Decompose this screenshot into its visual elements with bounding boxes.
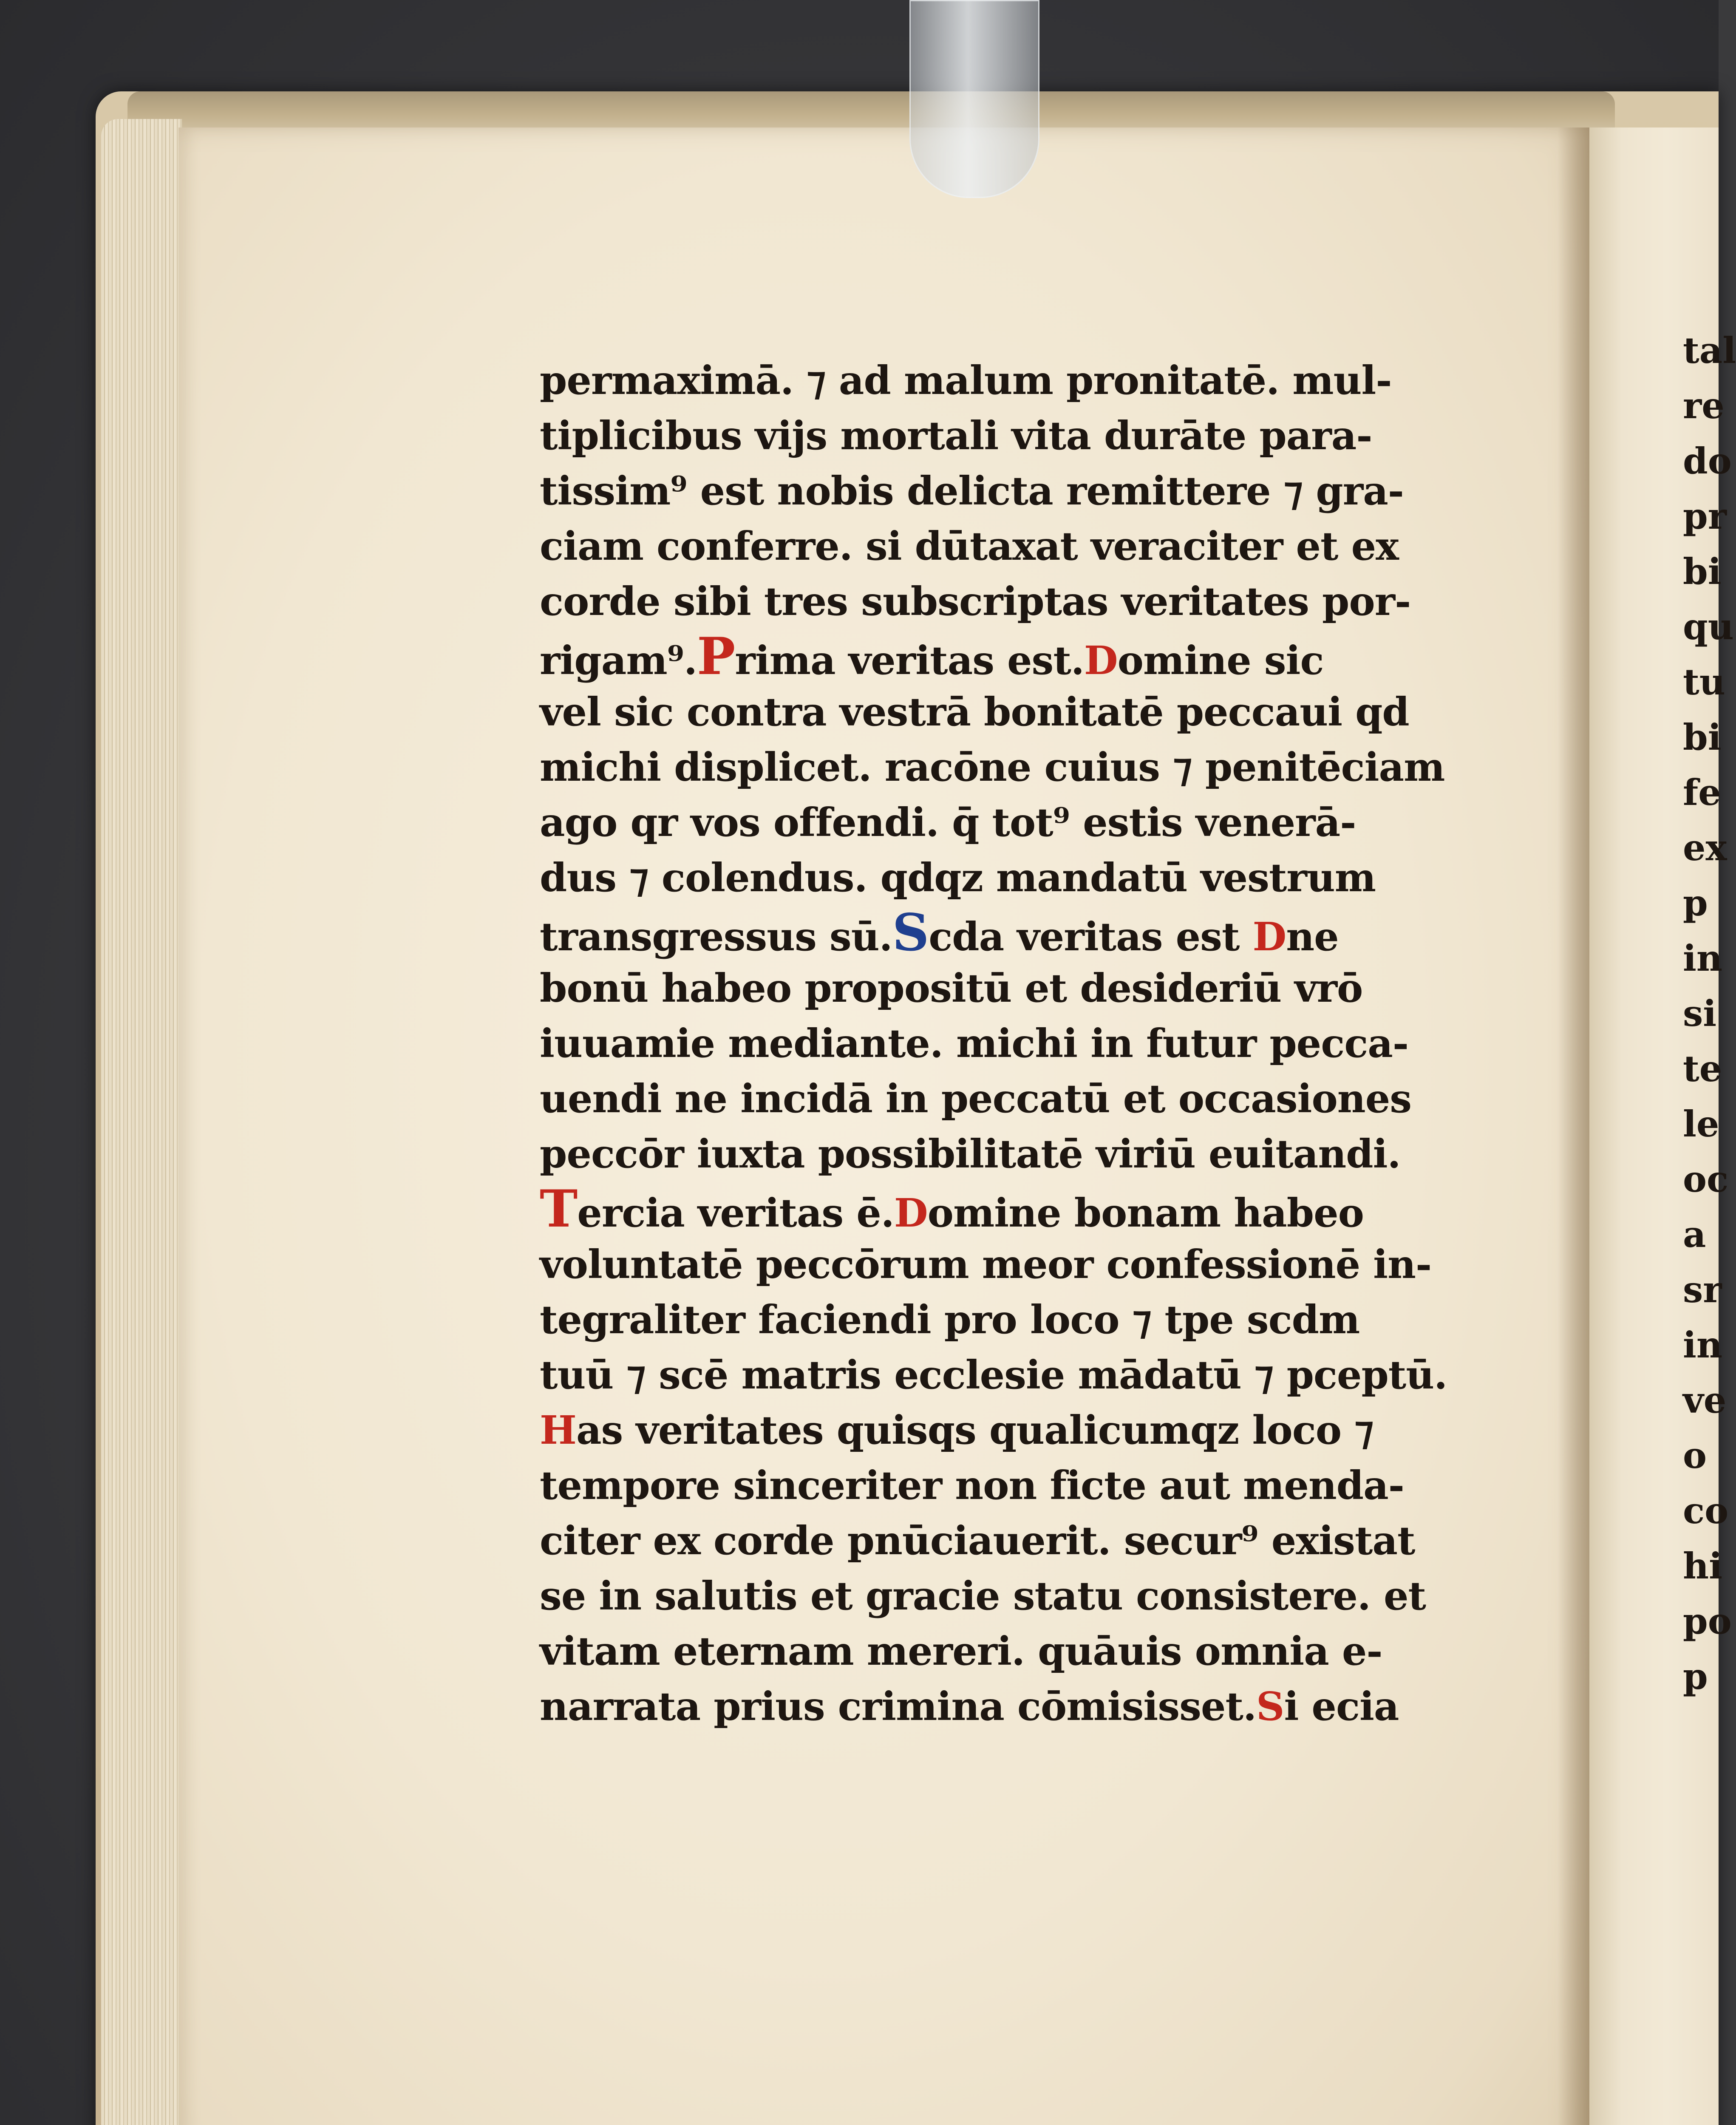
text-line: voluntatē peccōrum meor confessionē in- <box>540 1241 1432 1287</box>
recto-fragment: pr <box>1683 495 1727 537</box>
text-line: tempore sinceriter non ficte aut menda- <box>540 1462 1404 1508</box>
text-segment: i ecia <box>1284 1683 1399 1729</box>
text-line: dus ⁊ colendus. qdqz mandatū vestrum <box>540 855 1376 901</box>
recto-fragment: co <box>1683 1490 1729 1532</box>
recto-fragment: tu <box>1683 661 1725 703</box>
page-edges <box>101 119 182 2125</box>
text-segment: rima veritas est. <box>735 638 1084 683</box>
recto-fragment: si <box>1683 992 1717 1034</box>
text-line-last <box>540 1679 1424 1734</box>
recto-fragment: in <box>1683 937 1722 979</box>
rubric-initial-p: P <box>697 626 735 686</box>
recto-fragment: o <box>1683 1434 1707 1476</box>
rubric-letter: S <box>1256 1683 1284 1729</box>
text-block <box>540 353 1447 1734</box>
recto-fragment: a <box>1683 1213 1706 1255</box>
recto-fragment: p <box>1683 1655 1708 1697</box>
text-line: se in salutis et gracie statu consistere. et <box>540 1573 1426 1619</box>
text-line: ago qr vos offendi. q̄ tot⁹ estis venerā- <box>540 799 1356 845</box>
recto-fragment: oc <box>1683 1158 1729 1200</box>
rubric-letter: D <box>1252 914 1286 960</box>
recto-fragment: re <box>1683 385 1725 427</box>
text-line: tuū ⁊ scē matris ecclesie mādatū ⁊ pceptū. <box>540 1352 1447 1398</box>
text-segment: transgressus sū. <box>540 914 892 960</box>
text-segment: omine bonam habeo <box>927 1190 1364 1236</box>
text-line-prima <box>540 626 1424 686</box>
recto-fragment: p <box>1683 882 1708 924</box>
text-line: corde sibi tres subscriptas veritates por- <box>540 578 1411 624</box>
text-line: ciam conferre. si dūtaxat veraciter et ex <box>540 523 1399 569</box>
recto-fragment: le <box>1683 1103 1719 1145</box>
recto-fragment: bi <box>1683 550 1722 592</box>
text-line: michi displicet. racōne cuius ⁊ penitēciam <box>540 744 1445 790</box>
text-line-secunda <box>540 903 1424 963</box>
rubric-letter: H <box>540 1407 576 1453</box>
text-line: citer ex corde pnūciauerit. secur⁹ existat <box>540 1518 1415 1564</box>
recto-fragment: te <box>1683 1048 1722 1090</box>
text-line: bonū habeo propositū et desideriū vrō <box>540 965 1363 1011</box>
text-line: tegraliter faciendi pro loco ⁊ tpe scdm <box>540 1297 1360 1343</box>
text-line-tercia <box>540 1179 1424 1239</box>
recto-text-fragments <box>1683 323 1736 1704</box>
text-line: peccōr iuxta possibilitatē viriū euitandi. <box>540 1131 1401 1177</box>
rubric-initial-s: S <box>892 903 929 963</box>
recto-fragment: tal <box>1683 329 1736 371</box>
text-line: vitam eternam mereri. quāuis omnia e- <box>540 1628 1382 1674</box>
recto-fragment: qu <box>1683 606 1734 648</box>
text-segment: ercia veritas ē. <box>577 1190 894 1236</box>
text-segment: as veritates quisqs qualicumqz loco ⁊ <box>576 1407 1374 1453</box>
recto-fragment: fe <box>1683 771 1721 813</box>
text-segment: rigam⁹. <box>540 638 697 683</box>
text-line: tissim⁹ est nobis delicta remittere ⁊ gra- <box>540 468 1404 514</box>
text-line: iuuamie mediante. michi in futur pecca- <box>540 1020 1409 1066</box>
recto-fragment: do <box>1683 440 1732 482</box>
recto-fragment: bi <box>1683 716 1722 758</box>
text-segment: omine sic <box>1117 638 1324 683</box>
recto-fragment: sr <box>1683 1269 1722 1311</box>
recto-fragment: ex <box>1683 827 1727 869</box>
text-line-has <box>540 1402 1424 1458</box>
recto-fragment: ve <box>1683 1379 1727 1421</box>
rubric-initial-t: T <box>540 1179 578 1239</box>
rubric-letter: D <box>1084 638 1118 683</box>
page-clip-top <box>909 0 1039 198</box>
text-segment: narrata prius crimina cōmisisset. <box>540 1683 1256 1729</box>
recto-fragment: in <box>1683 1324 1722 1366</box>
text-segment: ne <box>1286 914 1339 960</box>
text-line: permaximā. ⁊ ad malum pronitatē. mul- <box>540 357 1392 403</box>
text-line: vel sic contra vestrā bonitatē peccaui qd <box>540 689 1409 735</box>
text-line: tiplicibus vijs mortali vita durāte para- <box>540 413 1372 459</box>
rubric-letter: D <box>894 1190 928 1236</box>
text-segment: cda veritas est <box>929 914 1240 960</box>
recto-fragment: hi <box>1683 1545 1722 1587</box>
text-line: uendi ne incidā in peccatū et occasiones <box>540 1076 1412 1122</box>
recto-fragment: po <box>1683 1600 1732 1642</box>
